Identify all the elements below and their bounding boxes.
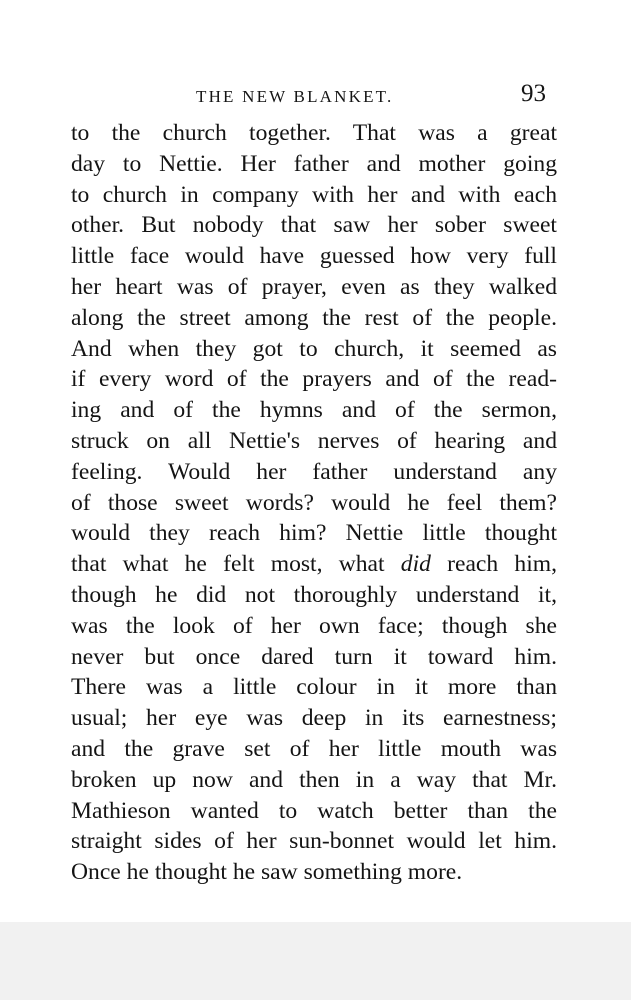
text-line: to church in company with her and with each [71, 181, 557, 208]
text-line: ing and of the hymns and of the sermon, [71, 397, 557, 424]
running-title: THE NEW BLANKET. [196, 87, 394, 106]
text-line: day to Nettie. Her father and mother going [71, 150, 557, 177]
emphasized-word: did [400, 551, 431, 578]
text-line: broken up now and then in a way that Mr. [71, 766, 557, 793]
page-number: 93 [521, 80, 546, 107]
text-line: There was a little colour in it more than [71, 674, 557, 701]
text-line: Once he thought he saw something more. [71, 859, 463, 886]
body-text [71, 118, 557, 888]
text-segment: that what he felt most, what [71, 551, 385, 578]
text-line: feeling. Would her father understand any [71, 458, 557, 485]
text-line-with-emphasis [71, 549, 557, 580]
text-line: her heart was of prayer, even as they walked [71, 273, 557, 300]
text-line: if every word of the prayers and of the read- [71, 366, 557, 393]
text-line: was the look of her own face; though she [71, 612, 557, 639]
text-line: would they reach him? Nettie little thought [71, 520, 557, 547]
text-line: to the church together. That was a great [71, 120, 557, 146]
text-line: never but once dared turn it toward him. [71, 643, 557, 670]
text-line: other. But nobody that saw her sober sweet [71, 212, 557, 239]
text-line: and the grave set of her little mouth was [71, 735, 557, 762]
text-line: usual; her eye was deep in its earnestness; [71, 705, 557, 732]
text-line: of those sweet words? would he feel them? [71, 489, 557, 516]
text-line: along the street among the rest of the people. [71, 304, 557, 331]
text-line: though he did not thoroughly understand it, [71, 581, 557, 608]
text-line: And when they got to church, it seemed as [71, 335, 557, 362]
text-line: little face would have guessed how very full [71, 243, 557, 270]
text-line: straight sides of her sun-bonnet would let him. [71, 828, 557, 855]
page-header [0, 80, 631, 114]
text-segment: reach him, [430, 551, 557, 578]
text-line: struck on all Nettie's nerves of hearing and [71, 427, 557, 454]
text-line: Mathieson wanted to watch better than the [71, 797, 557, 824]
